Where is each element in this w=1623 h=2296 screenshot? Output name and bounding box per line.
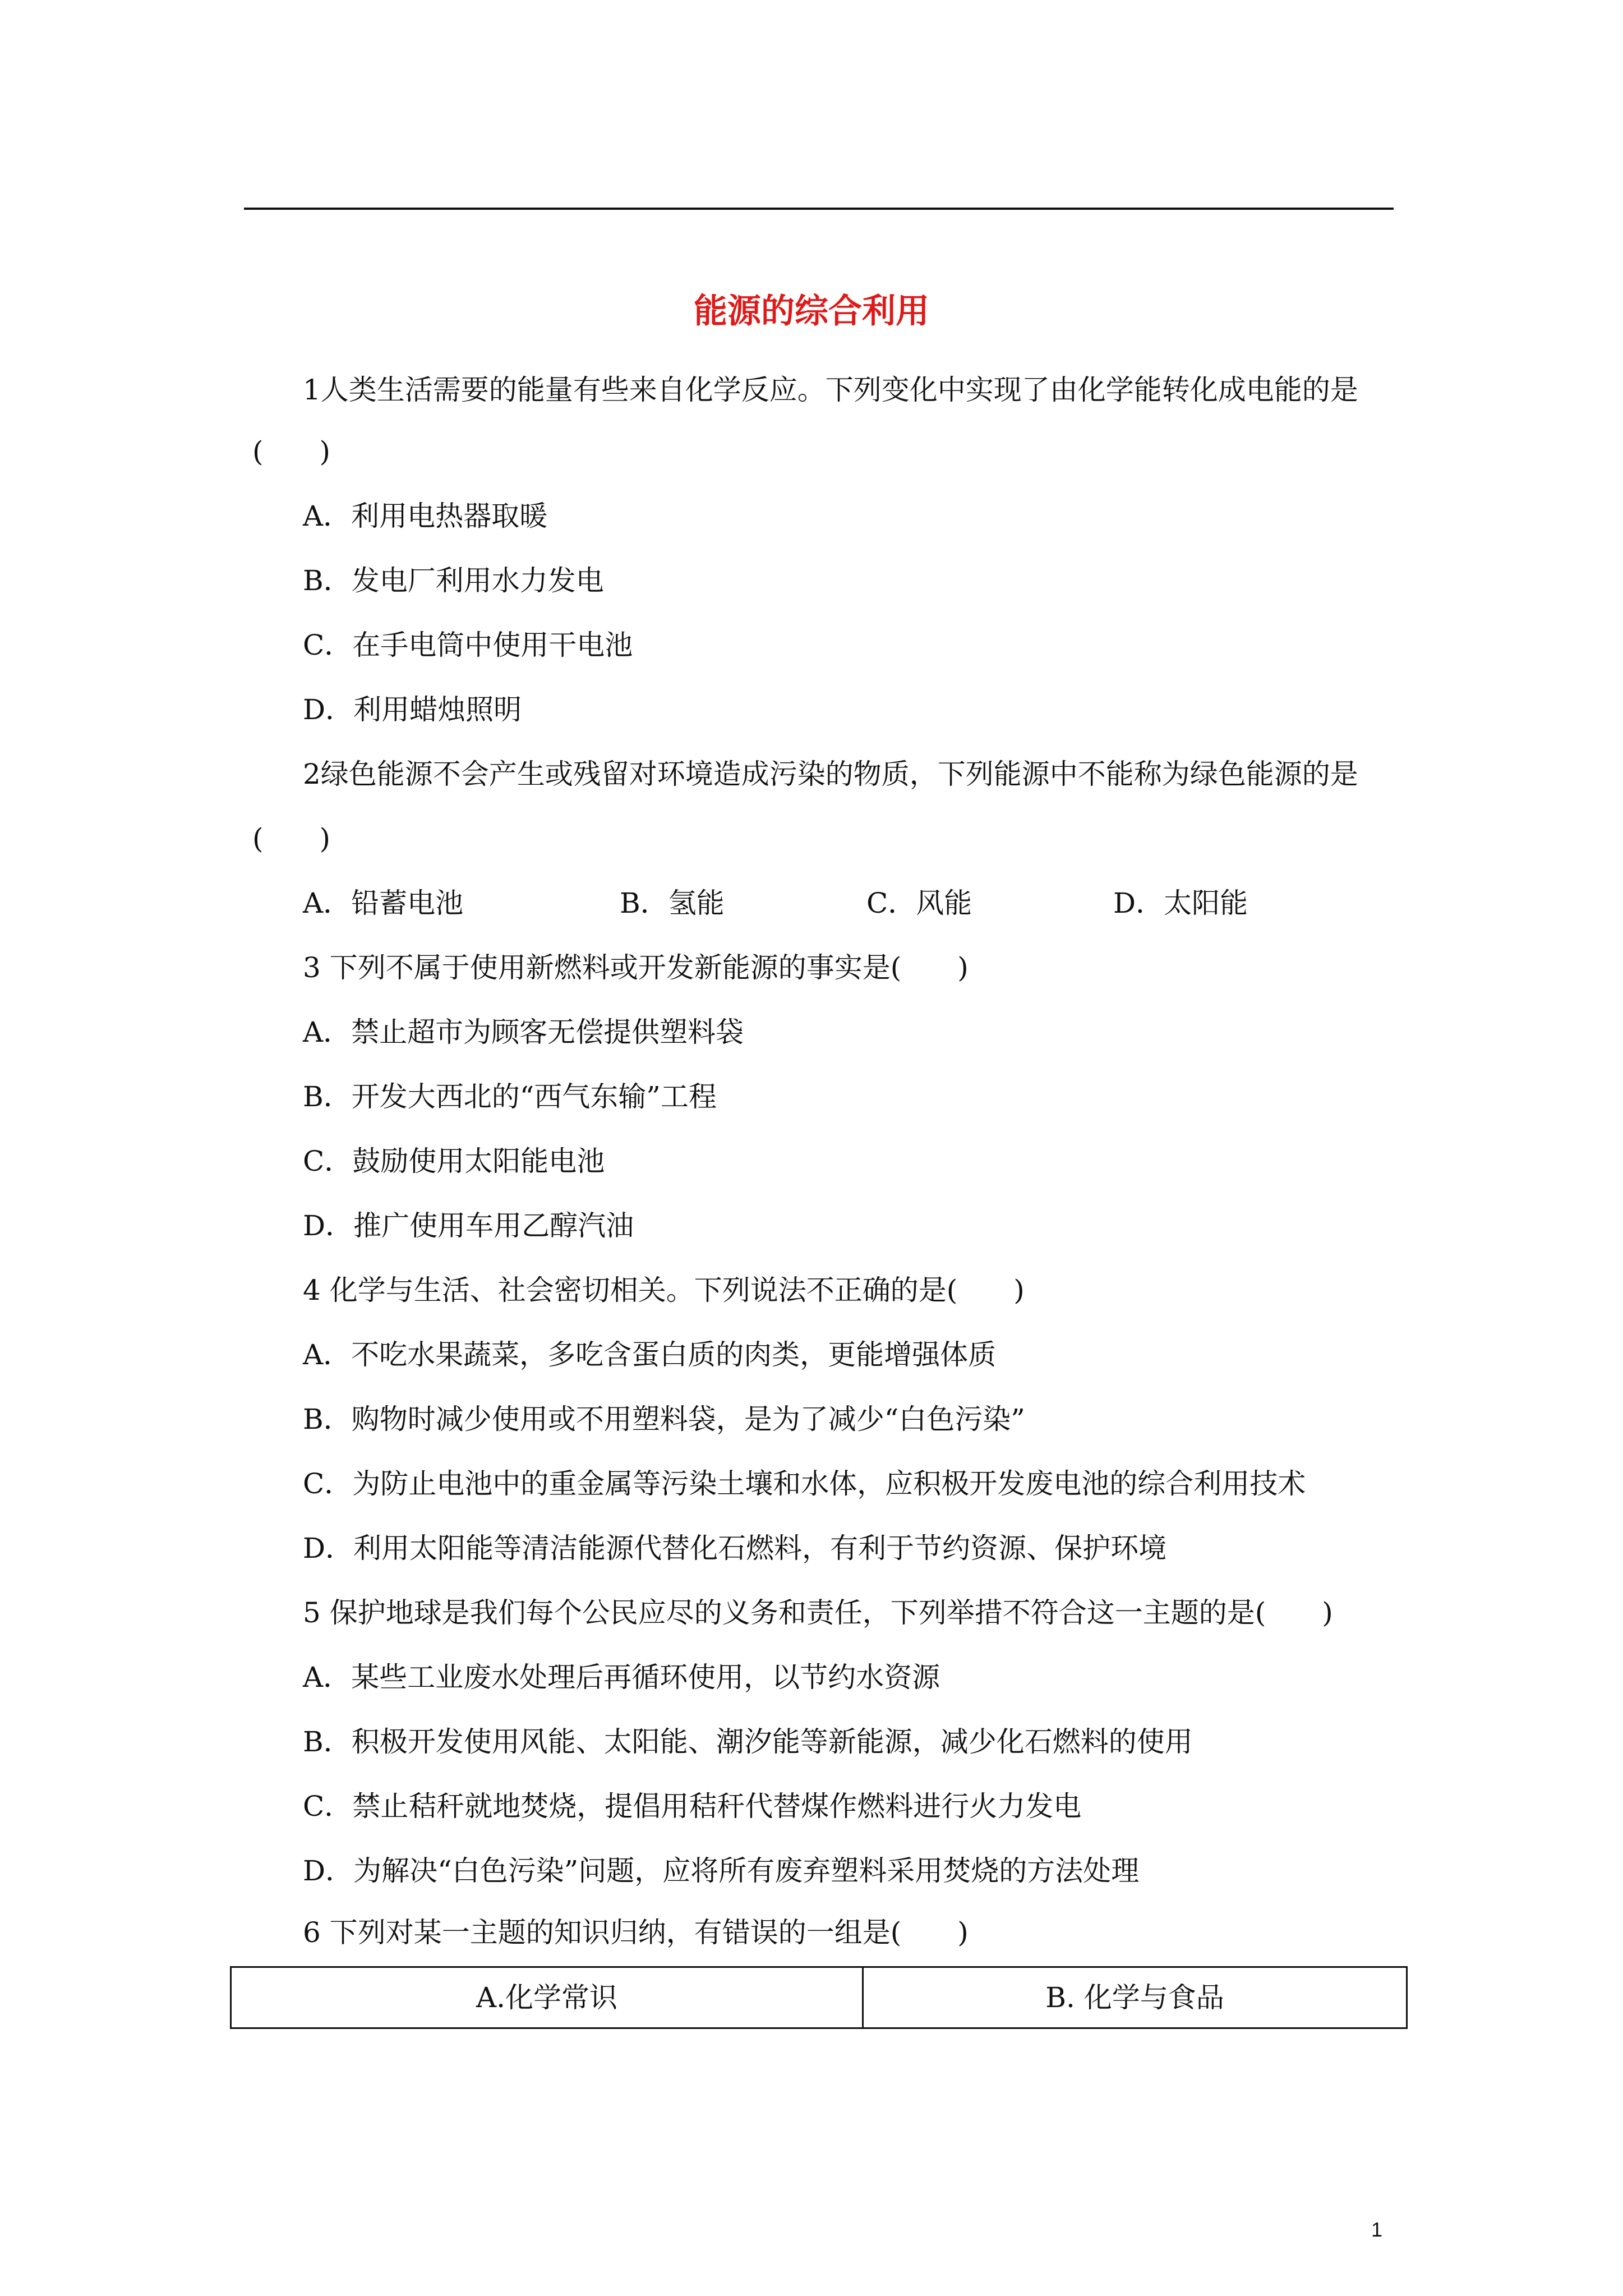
page-number: 1: [1371, 2218, 1383, 2241]
question-4-option-b: B．购物时减少使用或不用塑料袋，是为了减少“白色污染”: [303, 1403, 1025, 1435]
question-3-option-d: D．推广使用车用乙醇汽油: [303, 1209, 634, 1242]
question-5-stem: 5 保护地球是我们每个公民应尽的义务和责任，下列举措不符合这一主题的是( ): [303, 1596, 1333, 1629]
table-header-b: B. 化学与食品: [1045, 1981, 1224, 2014]
question-4-option-d: D．利用太阳能等清洁能源代替化石燃料，有利于节约资源、保护环境: [303, 1532, 1167, 1565]
question-2-stem: 2绿色能源不会产生或残留对环境造成污染的物质，下列能源中不能称为绿色能源的是: [303, 758, 1358, 790]
question-2-blank: ( ): [252, 822, 331, 855]
table-header-a: A.化学常识: [476, 1981, 617, 2014]
question-2-option-d: D．太阳能: [1113, 887, 1248, 919]
header-rule: [244, 208, 1394, 210]
question-5-option-c: C．禁止秸秆就地焚烧，提倡用秸秆代替煤作燃料进行火力发电: [303, 1790, 1082, 1823]
page-title: 能源的综合利用: [694, 292, 929, 331]
knowledge-table: [230, 1966, 1408, 2029]
question-3-option-c: C．鼓励使用太阳能电池: [303, 1145, 605, 1177]
question-1-option-d: D．利用蜡烛照明: [303, 693, 522, 726]
question-6-stem: 6 下列对某一主题的知识归纳，有错误的一组是( ): [303, 1916, 969, 1949]
question-3-stem: 3 下列不属于使用新燃料或开发新能源的事实是( ): [303, 951, 969, 984]
question-4-stem: 4 化学与生活、社会密切相关。下列说法不正确的是( ): [303, 1274, 1025, 1306]
question-3-option-a: A．禁止超市为顾客无偿提供塑料袋: [303, 1016, 744, 1048]
question-2-option-b: B．氢能: [620, 887, 725, 919]
question-4-option-c: C．为防止电池中的重金属等污染土壤和水体，应积极开发废电池的综合利用技术: [303, 1467, 1306, 1500]
question-2-option-a: A．铅蓄电池: [303, 887, 464, 919]
question-1-blank: ( ): [252, 435, 331, 468]
question-2-option-c: C．风能: [866, 887, 972, 919]
question-4-option-a: A．不吃水果蔬菜，多吃含蛋白质的肉类，更能增强体质: [303, 1338, 997, 1371]
question-5-option-a: A．某些工业废水处理后再循环使用，以节约水资源: [303, 1661, 940, 1694]
question-1-option-c: C．在手电筒中使用干电池: [303, 629, 633, 661]
question-5-option-b: B．积极开发使用风能、太阳能、潮汐能等新能源，减少化石燃料的使用: [303, 1726, 1193, 1758]
question-3-option-b: B．开发大西北的“西气东输”工程: [303, 1080, 717, 1113]
question-1-stem: 1人类生活需要的能量有些来自化学反应。下列变化中实现了由化学能转化成电能的是: [303, 374, 1358, 406]
question-5-option-d: D．为解决“白色污染”问题，应将所有废弃塑料采用焚烧的方法处理: [303, 1855, 1140, 1887]
question-1-option-a: A．利用电热器取暖: [303, 500, 548, 532]
question-1-option-b: B．发电厂利用水力发电: [303, 564, 604, 597]
